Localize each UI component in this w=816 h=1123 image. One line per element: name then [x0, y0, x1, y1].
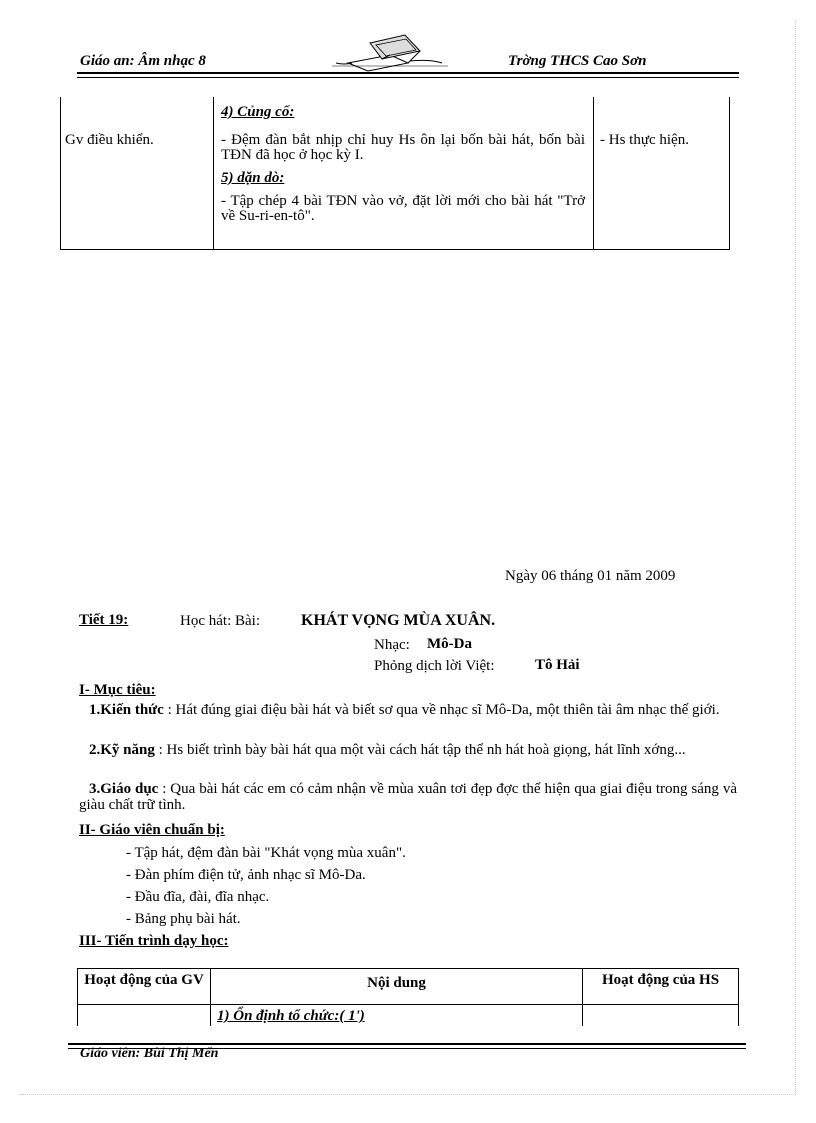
lesson-date: Ngày 06 tháng 01 năm 2009: [505, 568, 676, 584]
section-process-heading: III- Tiến trình dạy học:: [79, 933, 229, 949]
footer-teacher: Giáo viên: Bùi Thị Mến: [80, 1046, 219, 1061]
preparation-item: - Tập hát, đệm đàn bài "Khát vọng mùa xuân".: [126, 845, 406, 861]
preparation-item: - Đầu đĩa, đài, đĩa nhạc.: [126, 889, 270, 905]
lesson-number: Tiết 19:: [79, 612, 129, 628]
lesson-type: Học hát: Bài:: [180, 613, 260, 629]
lyric-label: Phỏng dịch lời Việt:: [374, 658, 495, 674]
translator-name: Tô Hải: [535, 657, 580, 673]
header-content: Nội dung: [367, 975, 426, 991]
homework-heading: 5) dặn dò:: [221, 170, 285, 186]
section-objectives-heading: I- Mục tiêu:: [79, 682, 156, 698]
objective-skills: 2.Kỹ năng : Hs biết trình bày bài hát qua một vài cách hát tập thể nh hát hoà giọng, hát lĩnh xớng...: [89, 742, 686, 758]
header-student-activity: Hoạt động của HS: [601, 972, 720, 988]
header-teacher-activity: Hoạt động của GV: [84, 972, 204, 988]
preparation-item: - Bảng phụ bài hát.: [126, 911, 241, 927]
bottom-table: [77, 968, 739, 1026]
consolidate-heading: 4) Củng cố:: [221, 104, 295, 120]
homework-text: - Tập chép 4 bài TĐN vào vở, đặt lời mới cho bài hát "Trở về Su-ri-en-tô".: [221, 193, 585, 224]
header-subject: Giáo an: Âm nhạc 8: [80, 53, 206, 69]
consolidate-text: - Đệm đàn bắt nhịp chỉ huy Hs ôn lại bốn bài hát, bốn bài TĐN đã học ở học kỳ I.: [221, 132, 585, 163]
section-preparation-heading: II- Giáo viên chuẩn bị:: [79, 822, 225, 838]
preparation-item: - Đàn phím điện tử, ảnh nhạc sĩ Mô-Da.: [126, 867, 366, 883]
organization-row: 1) Ổn định tổ chức:( 1'): [217, 1008, 365, 1024]
music-label: Nhạc:: [374, 637, 410, 653]
header-school: Trờng THCS Cao Sơn: [508, 53, 647, 69]
song-title: KHÁT VỌNG MÙA XUÂN.: [301, 612, 496, 629]
composer-name: Mô-Da: [427, 636, 472, 652]
student-activity-cell: - Hs thực hiện.: [600, 132, 689, 148]
objective-knowledge: 1.Kiến thức : Hát đúng giai điệu bài hát và biết sơ qua về nhạc sĩ Mô-Da, một thiên tài âm nhạc thế giới.: [89, 702, 720, 718]
top-table: [60, 97, 730, 250]
objective-education: 3.Giáo dục : Qua bài hát các em có cảm nhận về mùa xuân tơi đẹp đợc thể hiện qua giai điệu trong sáng và giàu chất trữ tình.: [79, 781, 737, 813]
teacher-activity-cell: Gv điều khiển.: [65, 132, 154, 148]
book-logo-icon: [330, 33, 450, 73]
